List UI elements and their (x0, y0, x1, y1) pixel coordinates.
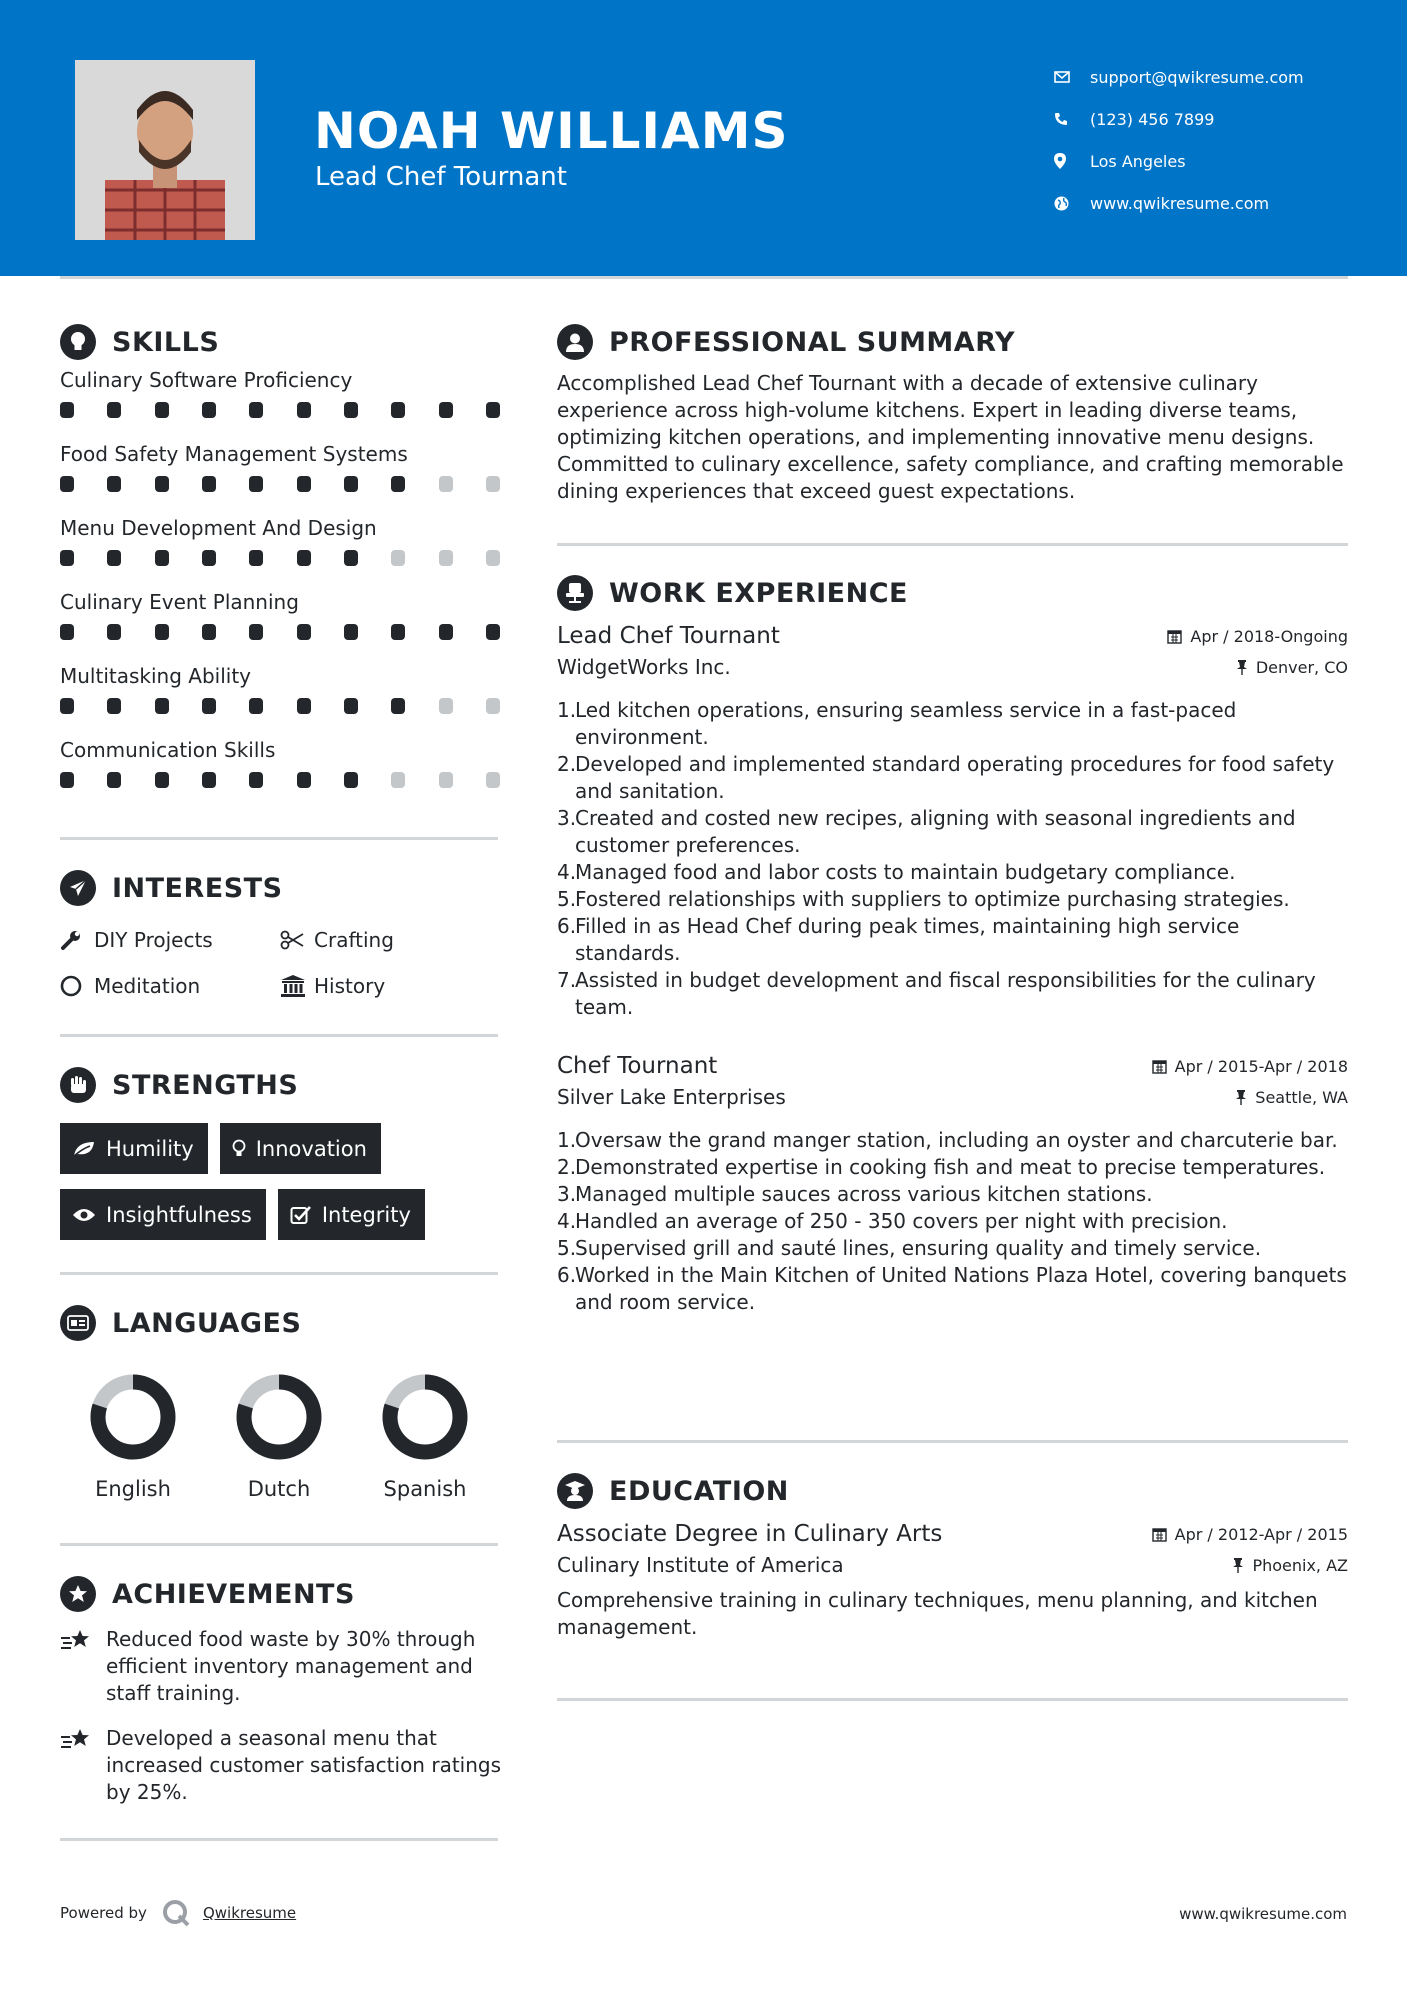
education-section (557, 1471, 1348, 1641)
summary-title: PROFESSIONAL SUMMARY (609, 326, 1016, 358)
powered-by-text: Powered by (60, 1904, 147, 1922)
rating-dot-filled (107, 476, 121, 492)
rating-dot-filled (297, 402, 311, 418)
company-name: WidgetWorks Inc. (557, 655, 731, 679)
job-title: Chef Tournant (557, 1053, 718, 1079)
duty-item: Worked in the Main Kitchen of United Nations Plaza Hotel, covering banquets and room service. (575, 1263, 1347, 1314)
education-location (1232, 1556, 1348, 1575)
language-item (218, 1373, 364, 1501)
contact-email-text: support@qwikresume.com (1090, 67, 1304, 87)
duty-item: Led kitchen operations, ensuring seamless service in a fast-paced environment. (575, 698, 1237, 749)
footer-url[interactable]: www.qwikresume.com (1179, 1905, 1347, 1923)
rating-dot-filled (107, 772, 121, 788)
skills-title: SKILLS (112, 326, 220, 358)
rating-dot-filled (60, 476, 74, 492)
section-divider (557, 1698, 1348, 1701)
contact-phone[interactable] (1054, 98, 1304, 140)
rating-dot-filled (344, 402, 358, 418)
duty-item: Supervised grill and sauté lines, ensuring quality and timely service. (575, 1236, 1262, 1260)
strength-label: Humility (106, 1136, 194, 1161)
job-title: Lead Chef Tournant (557, 623, 780, 649)
job-dates-text: Apr / 2015-Apr / 2018 (1174, 1056, 1348, 1076)
circle-icon (60, 975, 94, 997)
museum-icon (280, 974, 314, 998)
strengths-title: STRENGTHS (112, 1069, 299, 1101)
rating-dot-filled (60, 624, 74, 640)
rating-dot-filled (202, 698, 216, 714)
pushpin-icon (1232, 1558, 1244, 1573)
rating-dot-filled (155, 402, 169, 418)
rating-dot-empty (439, 550, 453, 566)
leaf-icon (72, 1140, 96, 1158)
rating-dot-filled (297, 476, 311, 492)
rating-dot-filled (297, 550, 311, 566)
interest-label: DIY Projects (94, 928, 213, 952)
candidate-name: NOAH WILLIAMS (314, 102, 789, 160)
skill-rating (60, 766, 500, 812)
interests-title: INTERESTS (112, 872, 283, 904)
interest-label: Crafting (314, 928, 394, 952)
duty-item: Developed and implemented standard operating procedures for food safety and sanitation. (575, 752, 1335, 803)
rating-dot-filled (60, 402, 74, 418)
degree-name: Associate Degree in Culinary Arts (557, 1521, 943, 1547)
profile-photo-image (75, 60, 255, 240)
skill-item (60, 664, 500, 738)
job-dates (1152, 1057, 1348, 1076)
job-dates-text: Apr / 2018-Ongoing (1190, 626, 1348, 646)
language-level-donut (89, 1373, 177, 1461)
skill-item (60, 590, 500, 664)
rating-dot-filled (249, 624, 263, 640)
fist-icon (60, 1067, 96, 1103)
skills-section (60, 322, 500, 812)
rating-dot-empty (486, 698, 500, 714)
user-icon (557, 324, 593, 360)
office-chair-icon (557, 575, 593, 611)
rating-dot-empty (439, 698, 453, 714)
skill-item (60, 738, 500, 812)
rating-dot-filled (202, 402, 216, 418)
rating-dot-filled (297, 772, 311, 788)
contact-location (1054, 140, 1304, 182)
interest-label: Meditation (94, 974, 201, 998)
rating-dot-filled (107, 624, 121, 640)
skill-rating (60, 618, 500, 664)
rating-dot-filled (391, 476, 405, 492)
section-divider (60, 837, 498, 840)
interest-item (60, 972, 280, 1000)
strength-label: Innovation (255, 1136, 367, 1161)
rating-dot-filled (202, 476, 216, 492)
rating-dot-filled (344, 624, 358, 640)
duty-item: Handled an average of 250 - 350 covers per night with precision. (575, 1209, 1228, 1233)
rating-dot-filled (439, 624, 453, 640)
achievement-item (60, 1626, 506, 1707)
education-dates (1152, 1525, 1348, 1544)
job-location (1236, 658, 1348, 677)
shooting-star-icon (60, 1725, 106, 1806)
rating-dot-filled (202, 772, 216, 788)
experience-section (557, 573, 1348, 1314)
contact-location-text: Los Angeles (1090, 151, 1186, 171)
footer-branding (60, 1898, 296, 1928)
education-title: EDUCATION (609, 1475, 789, 1507)
strength-tag (60, 1189, 266, 1240)
skill-name: Culinary Software Proficiency (60, 368, 353, 392)
rating-dot-filled (344, 550, 358, 566)
rating-dot-filled (439, 402, 453, 418)
lightbulb-icon (60, 324, 96, 360)
contact-list (1054, 56, 1304, 224)
achievement-text: Reduced food waste by 30% through efficient inventory management and staff training. (106, 1627, 476, 1705)
strength-tag (278, 1189, 425, 1240)
profile-photo (75, 60, 255, 240)
qwikresume-logo-icon (161, 1898, 191, 1928)
duty-item: Oversaw the grand manger station, including an oyster and charcuterie bar. (575, 1128, 1338, 1152)
language-item (72, 1373, 218, 1501)
rating-dot-filled (107, 402, 121, 418)
job-entry (557, 623, 1348, 1021)
strengths-section (60, 1065, 510, 1240)
skill-rating (60, 470, 500, 516)
language-name: Spanish (383, 1477, 467, 1501)
scissors-icon (280, 930, 314, 950)
summary-text: Accomplished Lead Chef Tournant with a decade of extensive culinary experience across high-volume kitchens. Expert in leading diverse teams, optimizing kitchen operations, and implementing innovative menu designs. Committed to culinary excellence, safety compliance, and crafting memorable dining experiences that exceed guest expectations. (557, 371, 1344, 503)
education-description: Comprehensive training in culinary techniques, menu planning, and kitchen management. (557, 1588, 1318, 1639)
rating-dot-filled (344, 476, 358, 492)
contact-email[interactable] (1054, 56, 1304, 98)
language-level-donut (381, 1373, 469, 1461)
eye-icon (72, 1207, 96, 1223)
contact-phone-text: (123) 456 7899 (1090, 109, 1215, 129)
skill-item (60, 442, 500, 516)
rating-dot-empty (391, 550, 405, 566)
rating-dot-empty (391, 772, 405, 788)
rating-dot-empty (486, 772, 500, 788)
achievements-section (60, 1574, 506, 1806)
section-divider (60, 1034, 498, 1037)
rating-dot-filled (107, 550, 121, 566)
rating-dot-filled (297, 698, 311, 714)
envelope-icon (1054, 71, 1090, 83)
rating-dot-filled (155, 550, 169, 566)
job-location-text: Denver, CO (1255, 657, 1348, 677)
rating-dot-filled (155, 476, 169, 492)
achievement-item (60, 1725, 506, 1806)
rating-dot-filled (297, 624, 311, 640)
interest-item (280, 926, 500, 954)
skill-rating (60, 544, 500, 590)
section-divider (60, 1272, 498, 1275)
rating-dot-filled (155, 772, 169, 788)
duty-item: Fostered relationships with suppliers to optimize purchasing strategies. (575, 887, 1290, 911)
rating-dot-filled (344, 772, 358, 788)
education-dates-text: Apr / 2012-Apr / 2015 (1174, 1524, 1348, 1544)
interest-item (60, 926, 280, 954)
languages-section (60, 1303, 510, 1501)
rating-dot-filled (249, 402, 263, 418)
rating-dot-filled (155, 624, 169, 640)
duty-item: Assisted in budget development and fiscal responsibilities for the culinary team. (575, 968, 1316, 1019)
pushpin-icon (1236, 660, 1248, 675)
rating-dot-empty (439, 476, 453, 492)
rating-dot-filled (249, 476, 263, 492)
header-divider (60, 276, 1348, 279)
rating-dot-filled (486, 624, 500, 640)
rating-dot-filled (249, 772, 263, 788)
interests-section (60, 868, 500, 1000)
interest-label: History (314, 974, 386, 998)
language-level-donut (235, 1373, 323, 1461)
paper-plane-icon (60, 870, 96, 906)
section-divider (60, 1838, 498, 1841)
rating-dot-empty (486, 550, 500, 566)
job-entry (557, 1053, 1348, 1316)
experience-title: WORK EXPERIENCE (609, 577, 908, 609)
rating-dot-filled (486, 402, 500, 418)
rating-dot-filled (60, 698, 74, 714)
rating-dot-filled (155, 698, 169, 714)
rating-dot-empty (439, 772, 453, 788)
contact-website-text: www.qwikresume.com (1090, 193, 1270, 213)
calendar-icon (1152, 1527, 1167, 1542)
shooting-star-icon (60, 1626, 106, 1707)
skill-item (60, 368, 500, 442)
section-divider (557, 1440, 1348, 1443)
duty-item: Filled in as Head Chef during peak times, maintaining high service standards. (575, 914, 1240, 965)
language-name: English (95, 1477, 171, 1501)
strength-tag (60, 1123, 208, 1174)
wrench-icon (60, 929, 94, 951)
education-location-text: Phoenix, AZ (1252, 1555, 1348, 1575)
header-banner (0, 0, 1407, 276)
skill-rating (60, 396, 500, 442)
skill-name: Communication Skills (60, 738, 276, 762)
skills-list (60, 368, 500, 812)
rating-dot-filled (107, 698, 121, 714)
candidate-role: Lead Chef Tournant (315, 162, 567, 192)
id-card-icon (60, 1305, 96, 1341)
skill-name: Culinary Event Planning (60, 590, 299, 614)
strength-label: Integrity (321, 1202, 411, 1227)
star-badge-icon (60, 1576, 96, 1612)
strength-label: Insightfulness (106, 1202, 252, 1227)
skill-name: Menu Development And Design (60, 516, 377, 540)
lightbulb-icon (232, 1139, 246, 1159)
check-square-icon (290, 1205, 312, 1225)
duty-item: Demonstrated expertise in cooking fish and meat to precise temperatures. (575, 1155, 1326, 1179)
rating-dot-filled (249, 550, 263, 566)
rating-dot-filled (249, 698, 263, 714)
rating-dot-filled (391, 624, 405, 640)
achievements-title: ACHIEVEMENTS (112, 1578, 355, 1610)
calendar-icon (1167, 629, 1182, 644)
job-duties (557, 1127, 1348, 1316)
duty-item: Created and costed new recipes, aligning with seasonal ingredients and customer preferences. (575, 806, 1296, 857)
phone-icon (1054, 112, 1090, 126)
duty-item: Managed food and labor costs to maintain budgetary compliance. (575, 860, 1236, 884)
achievement-text: Developed a seasonal menu that increased customer satisfaction ratings by 25%. (106, 1726, 502, 1804)
duty-item: Managed multiple sauces across various kitchen stations. (575, 1182, 1153, 1206)
pushpin-icon (1235, 1090, 1247, 1105)
rating-dot-filled (391, 402, 405, 418)
summary-section (557, 322, 1348, 505)
skill-item (60, 516, 500, 590)
job-location-text: Seattle, WA (1255, 1087, 1348, 1107)
strength-tag (220, 1123, 381, 1174)
skill-rating (60, 692, 500, 738)
calendar-icon (1152, 1059, 1167, 1074)
contact-website[interactable] (1054, 182, 1304, 224)
globe-icon (1054, 196, 1090, 211)
skill-name: Food Safety Management Systems (60, 442, 408, 466)
language-item (364, 1373, 510, 1501)
graduate-icon (557, 1473, 593, 1509)
map-pin-icon (1054, 153, 1090, 169)
qwikresume-link[interactable]: Qwikresume (202, 1904, 297, 1922)
rating-dot-filled (60, 550, 74, 566)
school-name: Culinary Institute of America (557, 1553, 844, 1577)
language-name: Dutch (247, 1477, 311, 1501)
rating-dot-filled (344, 698, 358, 714)
job-dates (1167, 627, 1348, 646)
job-duties (557, 697, 1348, 1021)
job-location (1235, 1088, 1348, 1107)
languages-title: LANGUAGES (112, 1307, 302, 1339)
interest-item (280, 972, 500, 1000)
rating-dot-empty (486, 476, 500, 492)
section-divider (60, 1543, 498, 1546)
rating-dot-filled (202, 550, 216, 566)
rating-dot-filled (391, 698, 405, 714)
rating-dot-filled (60, 772, 74, 788)
rating-dot-filled (202, 624, 216, 640)
section-divider (557, 543, 1348, 546)
company-name: Silver Lake Enterprises (557, 1085, 786, 1109)
skill-name: Multitasking Ability (60, 664, 251, 688)
